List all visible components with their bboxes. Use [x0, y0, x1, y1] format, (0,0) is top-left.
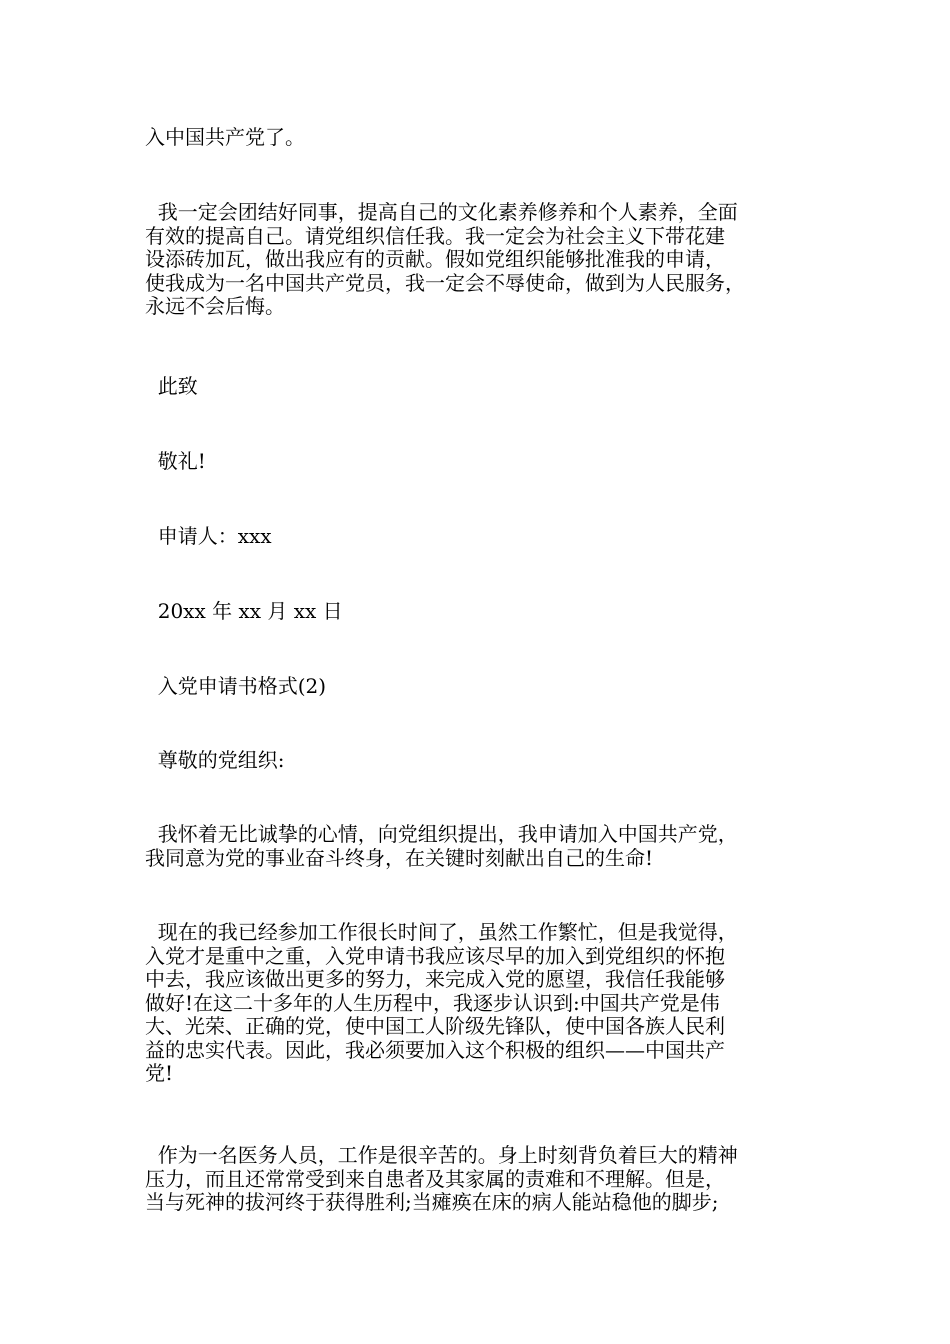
- applicant-name: 申请人：xxx: [145, 524, 272, 548]
- paragraph-commitment: 我一定会团结好同事，提高自己的文化素养修养和个人素养，全面 有效的提高自己。请党组织信任我。我一定会为社会主义下带花建 设添砖加瓦，做出我应有的贡献。假如党组织能够批准我的申请， 使我成为一名中国共产党员，我一定会不辱使命，做到为人民服务， 永远不会后悔。: [145, 200, 745, 318]
- paragraph-intent: 我怀着无比诚挚的心情，向党组织提出，我申请加入中国共产党， 我同意为党的事业奋斗终身，在关键时刻献出自己的生命!: [145, 822, 738, 870]
- letter-greeting: 尊敬的党组织:: [145, 748, 285, 772]
- paragraph-closing-line: 入中国共产党了。: [145, 125, 305, 149]
- paragraph-work-experience: 作为一名医务人员，工作是很辛苦的。身上时刻背负着巨大的精神 压力，而且还常常受到来自患者及其家属的责难和不理解。但是， 当与死神的拔河终于获得胜利;当瘫痪在床的病人能站稳他的脚步;: [145, 1143, 738, 1214]
- salutation-cizhi: 此致: [145, 374, 198, 398]
- application-date: 20xx 年 xx 月 xx 日: [145, 599, 343, 623]
- section-heading: 入党申请书格式(2): [145, 674, 327, 698]
- paragraph-motivation: 现在的我已经参加工作很长时间了，虽然工作繁忙，但是我觉得， 入党才是重中之重，入党申请书我应该尽早的加入到党组织的怀抱 中去，我应该做出更多的努力，来完成入党的愿望，我信任我能够 做好!在这二十多年的人生历程中，我逐步认识到:中国共产党是伟 大、光荣、正确的党，使中国工人阶级先锋队，使中国各族人民利 益的忠实代表。因此，我必须要加入这个积极的组织——中国共产 党!: [145, 920, 738, 1085]
- salutation-jingli: 敬礼!: [145, 449, 206, 473]
